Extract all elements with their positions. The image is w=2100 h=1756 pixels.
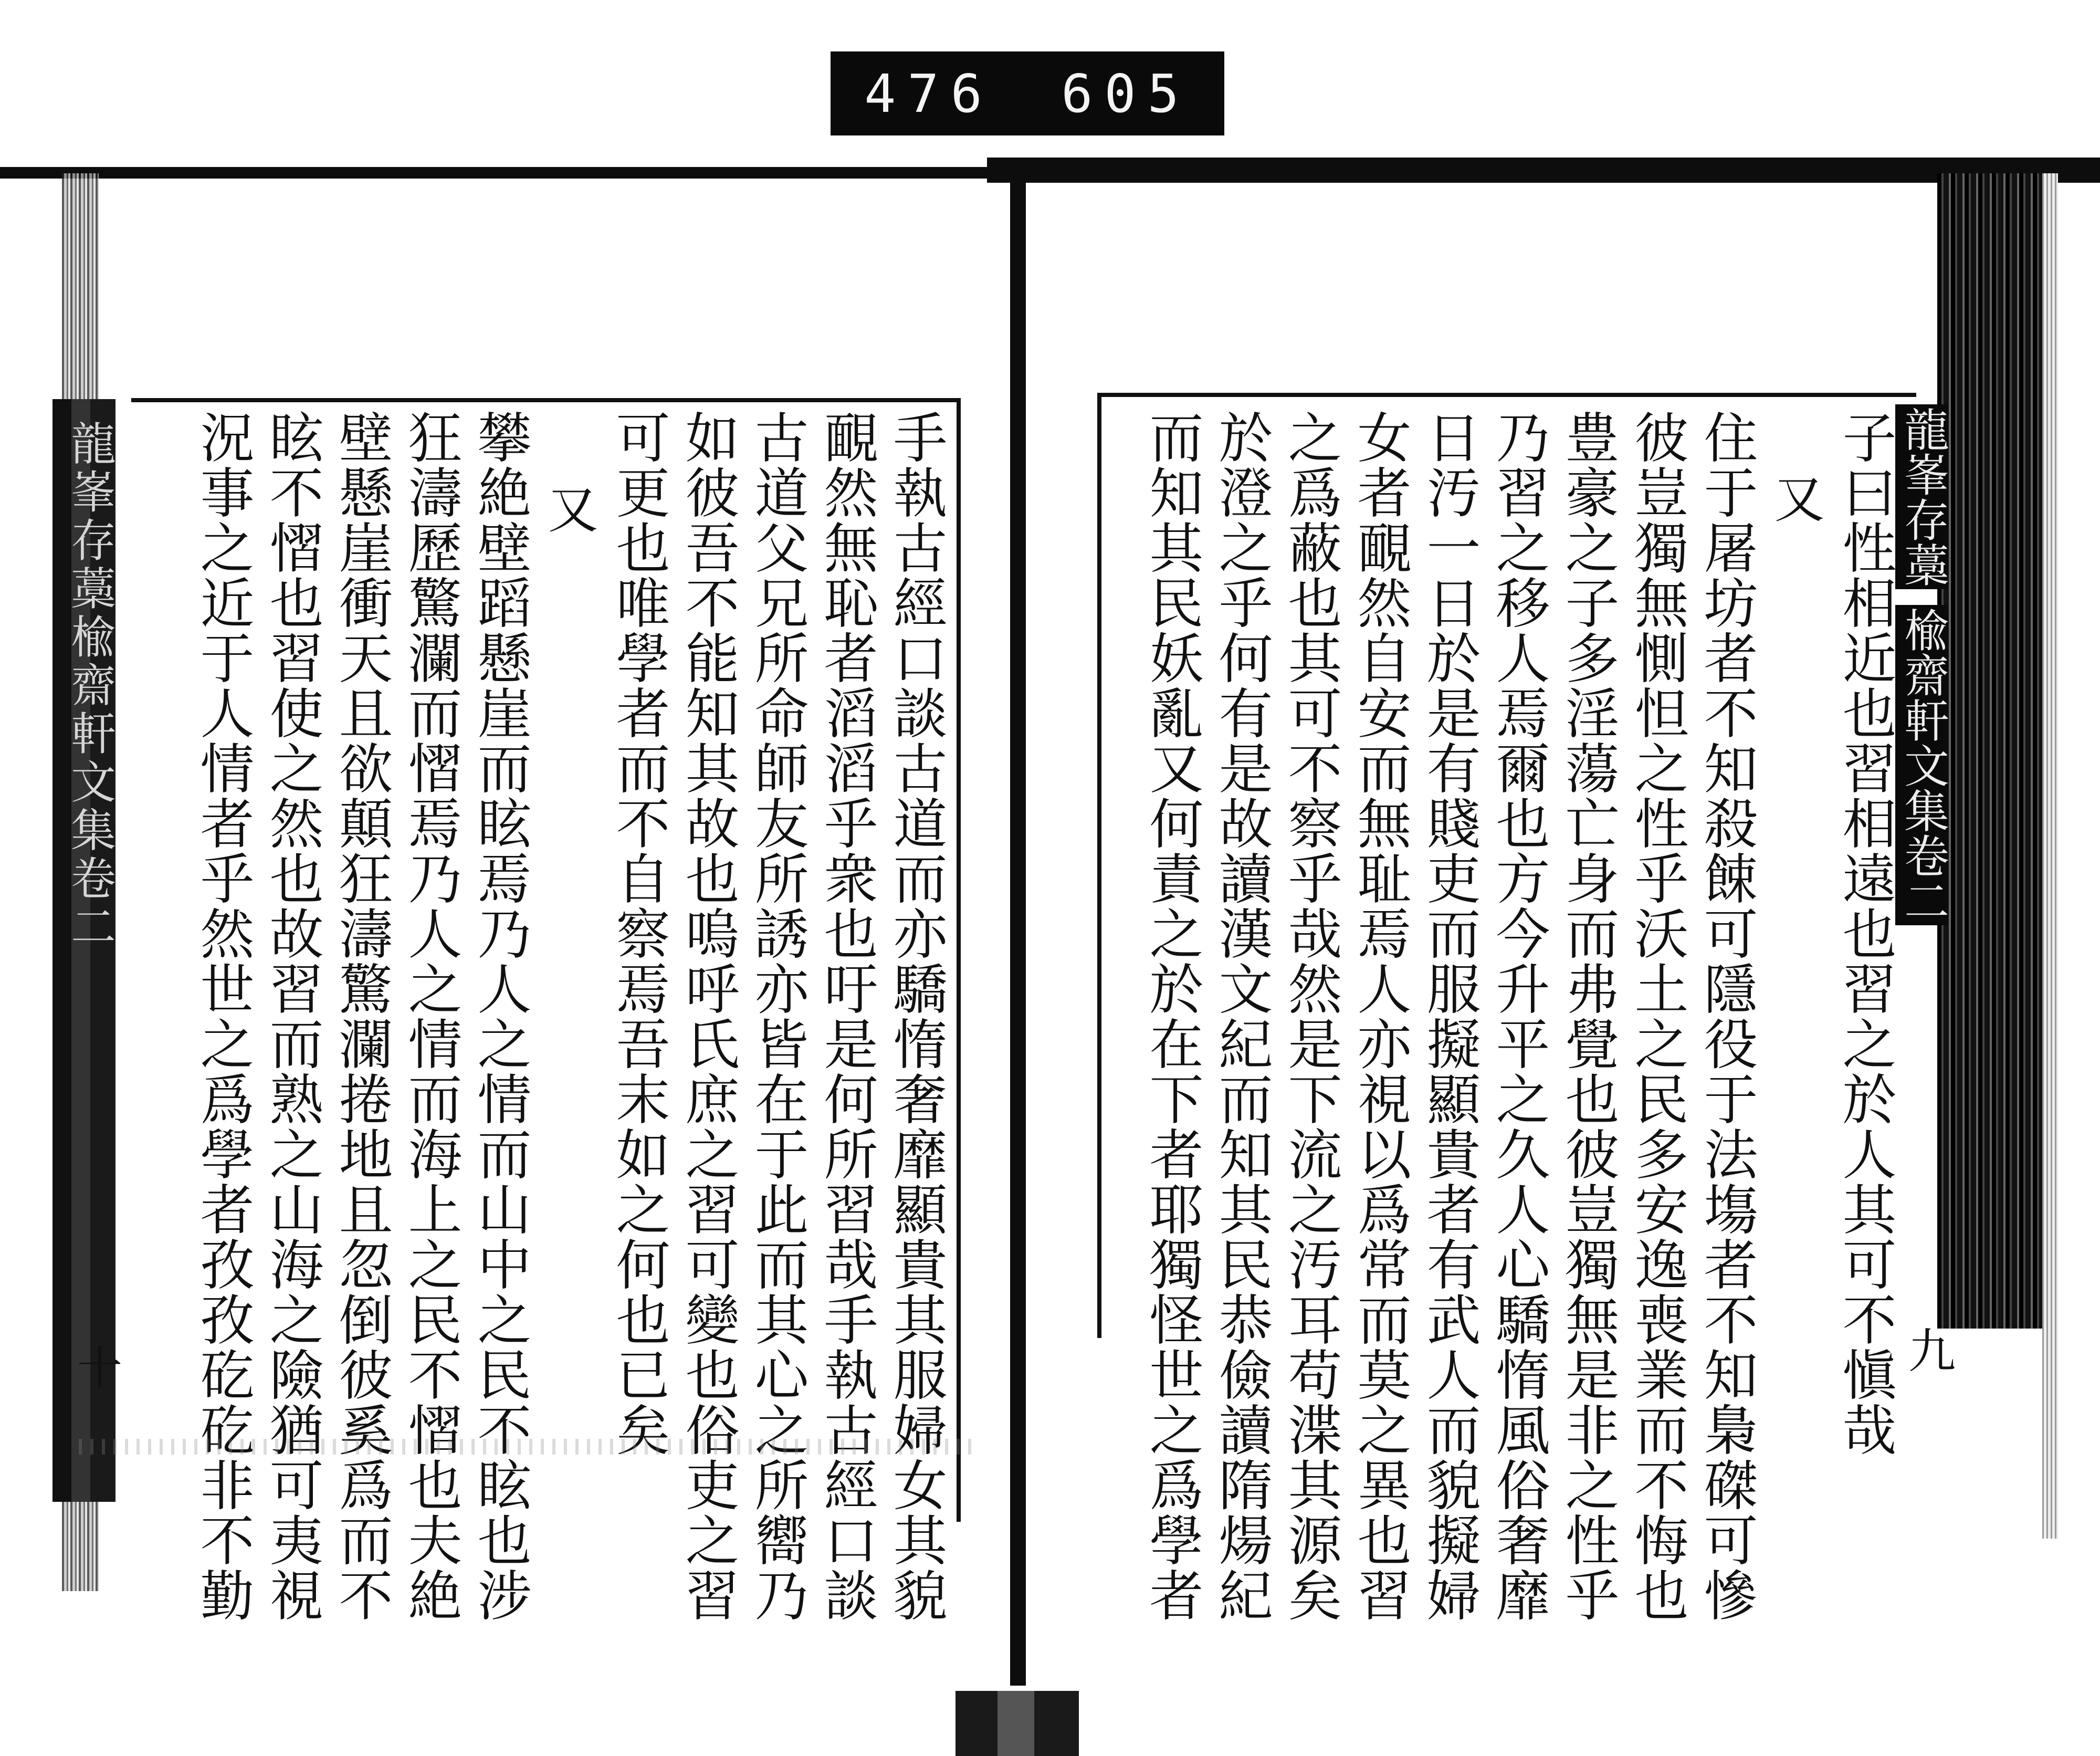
left-frame-top-rule bbox=[131, 398, 961, 402]
center-gutter bbox=[1010, 173, 1026, 1686]
right-margin-title bbox=[1895, 404, 1948, 1376]
frame-number-left: 476 bbox=[864, 62, 994, 124]
top-edge-band-right bbox=[987, 158, 2100, 183]
text-column: 日汚一日於是有賤吏而服擬顯貴者有武人而貌擬婦 bbox=[1418, 410, 1480, 1623]
text-column: 靦然無恥者滔滔乎衆也吁是何所習哉手執古經口談 bbox=[815, 410, 878, 1623]
left-margin-title bbox=[58, 420, 121, 952]
right-margin-sub-text: 楡齋軒文集卷二 bbox=[1895, 605, 1948, 925]
text-column: 豊豪之子多淫蕩亡身而弗覺也彼豈獨無是非之性乎 bbox=[1556, 410, 1619, 1623]
frame-number-right: 605 bbox=[1061, 62, 1191, 124]
bottom-smudge bbox=[79, 1439, 971, 1455]
text-column: 手執古經口談古道而亦驕惰奢靡顯貴其服婦女其貌 bbox=[884, 410, 947, 1623]
section-heading: 又 bbox=[540, 483, 598, 535]
text-column: 況事之近于人情者乎然世之爲學者孜孜矻矻非不勤 bbox=[191, 410, 254, 1623]
left-page-text bbox=[158, 410, 950, 1623]
text-column: 女者靦然自安而無耻焉人亦視以爲常而莫之異也習 bbox=[1348, 410, 1411, 1623]
microfilm-frame-label bbox=[831, 51, 1224, 135]
right-frame-top-rule bbox=[1097, 393, 1916, 397]
text-column: 乃習之移人焉爾也方今升平之久人心驕惰風俗奢靡 bbox=[1487, 410, 1550, 1623]
right-page-text bbox=[1112, 410, 1899, 1623]
right-margin-title-text: 龍峯存藁 bbox=[1895, 404, 1948, 589]
text-column: 眩不慴也習使之然也故習而熟之山海之險猶可夷視 bbox=[260, 410, 323, 1623]
text-column: 之爲蔽也其可不察乎哉然是下流之汚耳苟渫其源矣 bbox=[1279, 410, 1342, 1623]
right-page-edge bbox=[1937, 173, 2058, 1329]
text-column: 彼豈獨無惻怛之性乎沃土之民多安逸喪業而不悔也 bbox=[1625, 410, 1688, 1623]
text-column: 而知其民妖亂又何責之於在下者耶獨怪世之爲學者 bbox=[1140, 410, 1203, 1623]
text-column: 如彼吾不能知其故也嗚呼氏庶之習可變也俗吏之習 bbox=[676, 410, 739, 1623]
text-column: 壁懸崖衝天且欲顛狂濤驚瀾捲地且忽倒彼奚爲而不 bbox=[330, 410, 393, 1623]
left-frame-right-rule bbox=[957, 398, 961, 1522]
text-column: 子曰性相近也習相遠也習之於人其可不愼哉 bbox=[1833, 410, 1896, 1457]
text-column: 古道父兄所命師友所誘亦皆在于此而其心之所嚮乃 bbox=[746, 410, 808, 1623]
right-frame-left-rule bbox=[1097, 393, 1101, 1338]
left-margin-title-text: 龍峯存藁 bbox=[63, 420, 116, 613]
section-heading: 又 bbox=[1766, 473, 1825, 524]
text-column: 狂濤歷驚瀾而慴焉乃人之情而海上之民不慴也夫絶 bbox=[399, 410, 462, 1623]
gutter-foot bbox=[956, 1691, 1079, 1756]
right-page-number: 九 bbox=[1908, 1324, 1956, 1379]
text-column: 住于屠坊者不知殺餗可隱役于法塲者不知梟磔可慘 bbox=[1695, 410, 1758, 1623]
text-column: 可更也唯學者而不自察焉吾末如之何也已矣 bbox=[607, 410, 670, 1457]
left-page-number: 十 bbox=[69, 1344, 122, 1389]
left-margin-sub-text: 楡齋軒文集卷二 bbox=[63, 613, 116, 952]
text-column: 於澄之乎何有是故讀漢文紀而知其民恭儉讀隋煬紀 bbox=[1210, 410, 1273, 1623]
text-column: 攀絶壁蹈懸崖而眩焉乃人之情而山中之民不眩也涉 bbox=[468, 410, 531, 1623]
right-page-edge-light bbox=[2042, 173, 2058, 1539]
